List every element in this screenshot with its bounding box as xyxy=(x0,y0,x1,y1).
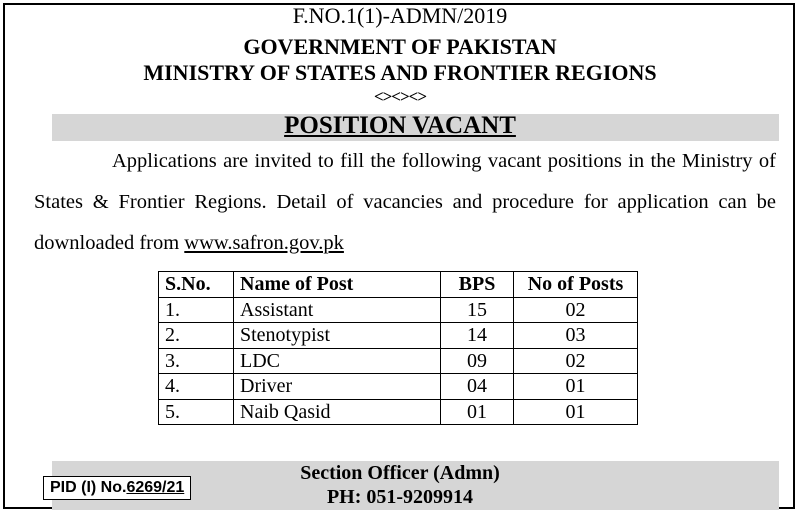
cell-sno: 1. xyxy=(159,297,234,323)
ministry-heading: MINISTRY OF STATES AND FRONTIER REGIONS xyxy=(143,60,657,85)
body-paragraph xyxy=(34,141,776,264)
cell-post: Naib Qasid xyxy=(234,399,441,425)
cell-posts: 02 xyxy=(514,297,638,323)
cell-posts: 01 xyxy=(514,399,638,425)
cell-sno: 4. xyxy=(159,374,234,400)
pid-box xyxy=(43,476,191,500)
cell-post: Driver xyxy=(234,374,441,400)
body-text: Applications are invited to fill the following vacant positions in the Ministry of States & Frontier Regions. Detail of vacancies and procedure for application can be downloaded from xyxy=(34,150,776,254)
file-number: F.NO.1(1)-ADMN/2019 xyxy=(292,3,508,28)
vacancy-table xyxy=(158,271,638,425)
cell-posts: 03 xyxy=(514,323,638,349)
cell-bps: 15 xyxy=(441,297,514,323)
table-row xyxy=(159,323,638,349)
cell-bps: 09 xyxy=(441,348,514,374)
table-row xyxy=(159,348,638,374)
government-heading: GOVERNMENT OF PAKISTAN xyxy=(243,34,557,59)
column-header-post: Name of Post xyxy=(234,272,441,298)
page-title: POSITION VACANT xyxy=(284,112,516,139)
column-header-posts: No of Posts xyxy=(514,272,638,298)
cell-bps: 01 xyxy=(441,399,514,425)
cell-bps: 14 xyxy=(441,323,514,349)
table-row xyxy=(159,374,638,400)
cell-post: LDC xyxy=(234,348,441,374)
section-officer: Section Officer (Admn) xyxy=(300,462,500,484)
ornament-divider: <><><> xyxy=(373,87,427,106)
table-row xyxy=(159,399,638,425)
table-row xyxy=(159,297,638,323)
column-header-sno: S.No. xyxy=(159,272,234,298)
cell-bps: 04 xyxy=(441,374,514,400)
cell-sno: 3. xyxy=(159,348,234,374)
table-header-row xyxy=(159,272,638,298)
phone-number: PH: 051-9209914 xyxy=(326,486,474,508)
cell-post: Stenotypist xyxy=(234,323,441,349)
cell-post: Assistant xyxy=(234,297,441,323)
cell-sno: 5. xyxy=(159,399,234,425)
cell-posts: 02 xyxy=(514,348,638,374)
cell-posts: 01 xyxy=(514,374,638,400)
pid-number: 6269/21 xyxy=(126,479,185,496)
pid-label: PID (I) No. xyxy=(50,479,127,496)
website-link[interactable]: www.safron.gov.pk xyxy=(184,232,344,254)
cell-sno: 2. xyxy=(159,323,234,349)
column-header-bps: BPS xyxy=(441,272,514,298)
